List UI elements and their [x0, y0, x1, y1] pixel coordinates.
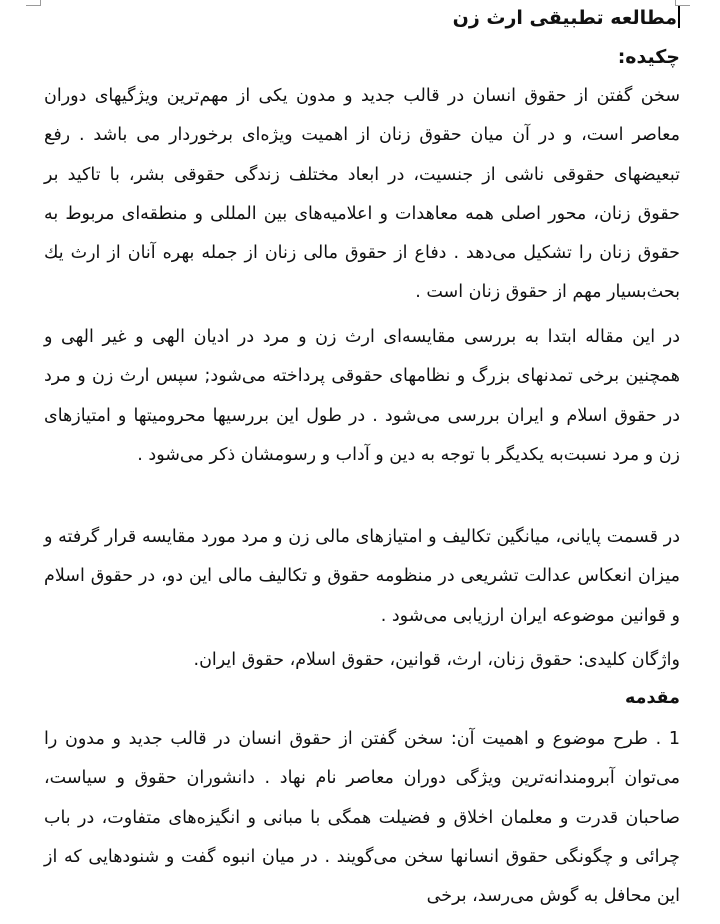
abstract-paragraph-3: در قسمت پایانی، میانگین تکالیف و امتیازهای مالی زن و مرد مورد مقایسه قرار گرفته و میزان انعکاس عدالت تشریعی در منظومه حقوق و تکالیف مالی این دو، در حقوق اسلام و قوانین موضوعه ایران ارزیابی می‌شود . — [44, 527, 680, 626]
document-title[interactable]: مطالعه تطبیقی ارث زن — [44, 3, 680, 33]
keywords-line: واژگان کلیدی: حقوق زنان، ارث، قوانین، حقوق اسلام، حقوق ایران. — [193, 650, 680, 670]
page-corner-mark-left — [26, 0, 41, 6]
text-cursor — [678, 6, 680, 28]
abstract-heading: چکیده: — [617, 46, 680, 68]
intro-heading: مقدمه — [625, 688, 680, 708]
intro-paragraph: 1 . طرح موضوع و اهمیت آن: سخن گفتن از حقوق انسان در قالب جدید و مدون را می‌توان آبرومندانه‌ترین ویژگی دوران معاصر نام نهاد . دانشوران حقوق و سیاست، صاحبان قدرت و معلمان اخلاق و فضیلت همگی با مبانی و انگیزه‌های متفاوت، در باب چرائی و چگونگی حقوق انسانها سخن می‌گویند . در میان انبوه گفت و شنودهایی که از این محافل به گوش می‌رسد، برخی — [44, 729, 680, 907]
abstract-paragraph-1: سخن گفتن از حقوق انسان در قالب جدید و مدون یکی از مهم‌ترین ویژگیهای دوران معاصر است، و در آن میان حقوق زنان از اهمیت ویژه‌ای برخوردار می باشد . رفع تبعیضهای حقوقی ناشی از جنسیت، در ابعاد مختلف زندگی حقوقی بشر، با تاکید بر حقوق زنان، محور اصلی همه معاهدات و اعلامیه‌های بین المللی و منطقه‌ای مربوط به حقوق زنان را تشکیل می‌دهد . دفاع از حقوق مالی زنان از جمله بهره آنان از ارث یك بحث‌بسیار مهم از حقوق زنان است . — [44, 86, 680, 303]
abstract-paragraph-2: در این مقاله ابتدا به بررسی مقایسه‌ای ارث زن و مرد در ادیان الهی و غیر الهی و همچنین برخی تمدنهای بزرگ و نظامهای حقوقی پرداخته می‌شود; سپس ارث زن و مرد در حقوق اسلام و ایران بررسی می‌شود . در طول این بررسیها محرومیتها و امتیازهای زن و مرد نسبت‌به یکدیگر با توجه به دین و آداب و رسومشان ذکر می‌شود . — [44, 327, 680, 465]
